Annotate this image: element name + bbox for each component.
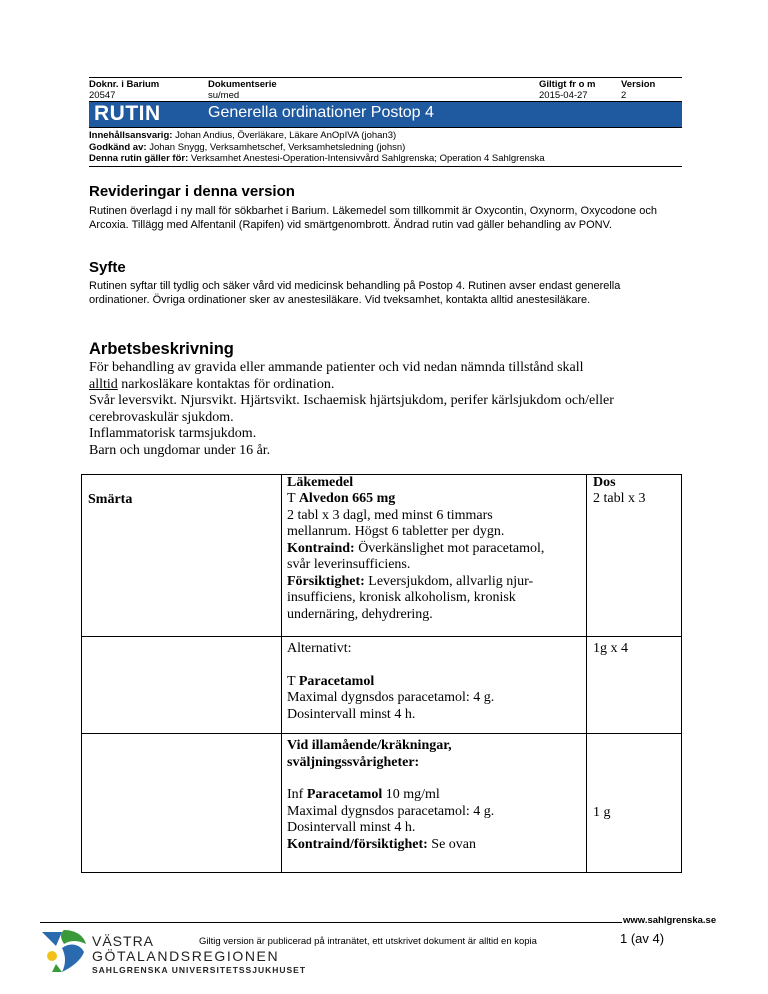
table-row-paracetamol-tablet: Alternativt: T Paracetamol Maximal dygnsdos paracetamol: 4 g. Dosintervall minst 4 h. xyxy=(287,641,495,722)
table-row-paracetamol-infusion: Vid illamående/kräkningar, sväljningssvårigheter: Inf Paracetamol 10 mg/ml Maximal dygnsdos paracetamol: 4 g. Dosintervall minst 4 h. Kontraind/försiktighet: Se ovan xyxy=(287,738,495,852)
responsible-line xyxy=(89,130,689,142)
dose-paracetamol-tablet: 1g x 4 xyxy=(593,641,628,656)
contraindication-label: Kontraind: xyxy=(287,540,355,556)
doc-info xyxy=(89,130,689,165)
responsible-label: Innehållsansvarig: xyxy=(89,130,173,141)
work-heading: Arbetsbeskrivning xyxy=(89,340,234,358)
doc-type: RUTIN xyxy=(94,102,161,125)
table-rule xyxy=(681,474,682,873)
scope-label: Denna rutin gäller för: xyxy=(89,153,189,164)
medication-table xyxy=(81,474,682,873)
valid-from: 2015-04-27 xyxy=(539,90,588,101)
work-line: alltid narkosläkare kontaktas för ordination. xyxy=(89,376,335,392)
valid-from-label: Giltigt fr o m xyxy=(539,79,596,90)
table-rule xyxy=(281,474,282,873)
category-label: Smärta xyxy=(88,492,133,507)
footer-rule xyxy=(40,922,622,923)
column-header-dose: Dos xyxy=(593,475,616,490)
version: 2 xyxy=(621,90,627,101)
work-description xyxy=(89,360,689,459)
dose-paracetamol-infusion: 1 g xyxy=(593,805,611,820)
table-rule xyxy=(81,733,682,734)
doc-number-label: Doknr. i Barium xyxy=(89,79,160,90)
table-rule xyxy=(81,636,682,637)
footer-url: www.sahlgrenska.se xyxy=(623,915,717,926)
column-header-drug: Läkemedel xyxy=(287,475,354,490)
dose-alvedon: 2 tabl x 3 xyxy=(593,491,646,506)
footer-validity-note: Giltig version är publicerad på intranätet, ett utskrivet dokument är alltid en kopia xyxy=(199,936,537,947)
scope-line xyxy=(89,153,689,165)
doc-number: 20547 xyxy=(89,90,116,101)
drug-name: Paracetamol xyxy=(306,787,383,802)
approved-line xyxy=(89,142,689,154)
table-row-alvedon: T Alvedon 665 mg 2 tabl x 3 dagl, med minst 6 timmars mellanrum. Högst 6 tabletter per dygn. Kontraind: Överkänslighet mot paracetamol, svår leverinsufficiens. Försiktighet: Leversjukdom, allvarlig njur- insufficiens, kronisk alkoholism, kronisk undernäring, dehydrering. xyxy=(287,491,545,622)
revisions-text: Rutinen överlagd i ny mall för sökbarhet i Barium. Läkemedel som tillkommit är Oxycontin, Oxynorm, Oxycodone och Arcoxia. Tillägg med Alfentanil (Rapifen) vid smärtgenombrott. Ändrad rutin vad gäller behandling av PONV. xyxy=(89,205,657,231)
work-line: Barn och ungdomar under 16 år. xyxy=(89,442,271,458)
vgr-logo-icon xyxy=(40,928,90,974)
table-rule xyxy=(81,474,82,873)
approved-label: Godkänd av: xyxy=(89,141,147,153)
version-label: Version xyxy=(621,79,656,90)
logo-text-vastra: VÄSTRA xyxy=(92,933,155,949)
revisions-heading: Revideringar i denna version xyxy=(89,183,295,200)
responsible: Johan Andius, Överläkare, Läkare AnOpIVA (johan3) xyxy=(175,130,397,141)
work-line: Svår leversvikt. Njursvikt. Hjärtsvikt. Ischaemisk hjärtsjukdom, perifer kärlsjukdom och/eller xyxy=(89,393,614,408)
emphasis-always: alltid xyxy=(89,376,118,392)
drug-name: Paracetamol xyxy=(298,673,375,689)
drug-name: Alvedon 665 mg xyxy=(298,491,396,506)
work-line: cerebrovaskulär sjukdom. xyxy=(89,409,234,425)
scope: Verksamhet Anestesi-Operation-Intensivvård Sahlgrenska; Operation 4 Sahlgrenska xyxy=(190,153,545,164)
page-number: 1 (av 4) xyxy=(620,931,665,946)
work-line: För behandling av gravida eller ammande patienter och vid nedan nämnda tillstånd skall xyxy=(89,360,584,375)
work-line: Inflammatorisk tarmsjukdom. xyxy=(89,426,257,441)
approved: Johan Snygg, Verksamhetschef, Verksamhetsledning (johsn) xyxy=(149,141,406,153)
logo-text-gotalandsregionen: GÖTALANDSREGIONEN xyxy=(92,948,280,964)
doc-series: su/med xyxy=(208,90,240,101)
table-rule xyxy=(81,872,682,873)
contraindication-label: Kontraind/försiktighet: xyxy=(287,836,428,852)
header-bottom-rule xyxy=(89,166,682,167)
table-rule xyxy=(586,474,587,873)
caution-label: Försiktighet: xyxy=(287,573,365,589)
doc-series-label: Dokumentserie xyxy=(208,79,277,90)
doc-title: Generella ordinationer Postop 4 xyxy=(208,104,434,121)
table-rule xyxy=(81,474,682,475)
purpose-text: Rutinen syftar till tydlig och säker vård vid medicinsk behandling på Postop 4. Rutinen avser endast generella ordinationer. Övriga ordinationer sker av anestesiläkare. Vid tveksamhet, kontakta alltid anestesiläkare. xyxy=(89,280,621,306)
logo-text-sahlgrenska: SAHLGRENSKA UNIVERSITETSSJUKHUSET xyxy=(92,965,307,975)
header-top-rule xyxy=(89,77,682,78)
purpose-heading: Syfte xyxy=(89,259,126,276)
